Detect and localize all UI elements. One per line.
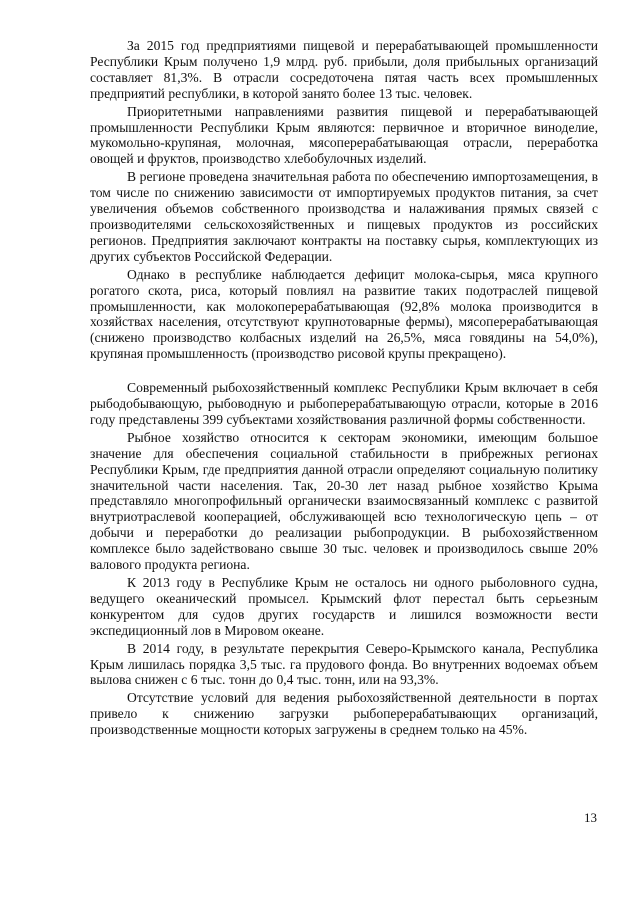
paragraph-food-industry-profit: За 2015 год предприятиями пищевой и перерабатывающей промышленности Республики Крым получено 1,9 млрд. руб. прибыли, доля прибыльных организаций составляет 81,3%. В отрасли сосредоточена пятая часть всех промышленных предприятий республики, в которой занято более 13 тыс. человек. — [90, 38, 598, 101]
paragraph-fishery-importance: Рыбное хозяйство относится к секторам экономики, имеющим большое значение для обеспечения социальной стабильности в прибрежных регионах Республики Крым, где предприятия данной отрасли определяют социальную политику значительной части населения. Так, 20-30 лет назад рыбное хозяйство Крыма представляло многопрофильный органически взаимосвязанный комплекс с развитой внутриотраслевой кооперацией, обслуживающей всю технологическую цепь – от добычи и переработки до реализации рыбопродукции. В рыбохозяйственном комплексе было задействовано свыше 30 тыс. человек и производилось свыше 20% валового продукта региона. — [90, 429, 598, 573]
page-number: 13 — [584, 810, 597, 825]
paragraph-import-substitution: В регионе проведена значительная работа по обеспечению импортозамещения, в том числе по снижению зависимости от импортируемых продуктов питания, за счет увеличения объемов собственного производства и налаживания прямых связей с производителями сельскохозяйственных и пищевых продуктов из российских регионов. Предприятия заключают контракты на поставку сырья, комплектующих из других субъектов Российской Федерации. — [90, 169, 598, 264]
paragraph-processing-load: Отсутствие условий для ведения рыбохозяйственной деятельности в портах привело к снижению загрузки рыбоперерабатывающих организаций, производственные мощности которых загружены в среднем только на 45%. — [90, 690, 598, 738]
document-body — [90, 38, 598, 738]
paragraph-raw-material-deficit: Однако в республике наблюдается дефицит молока-сырья, мяса крупного рогатого скота, риса, который повлиял на развитие таких подотраслей пищевой промышленности, как молокоперерабатывающая (92,8% молока производится в хозяйствах населения, отсутствуют крупнотоварные фермы), мясоперерабатывающая (снижено производство колбасных изделий на 26,5%, мяса говядины на 54,0%), крупяная промышленность (производство рисовой крупы прекращено). — [90, 266, 598, 362]
paragraph-fishery-complex: Современный рыбохозяйственный комплекс Республики Крым включает в себя рыбодобывающую, рыбоводную и рыбоперерабатывающую отрасли, которые в 2016 году представлены 399 субъектами хозяйствования различной формы собственности. — [90, 380, 598, 427]
paragraph-fishing-fleet: К 2013 году в Республике Крым не осталось ни одного рыболовного судна, ведущего океанический промысел. Крымский флот перестал быть серьезным конкурентом для судов других государств и лишился возможности вести экспедиционный лов в Мировом океане. — [90, 575, 598, 638]
paragraph-priority-directions: Приоритетными направлениями развития пищевой и перерабатывающей промышленности Республики Крым являются: первичное и вторичное виноделие, мукомольно-крупяная, молочная, мясоперерабатывающая отрасли, переработка овощей и фруктов, производство хлебобулочных изделий. — [90, 103, 598, 167]
paragraph-canal-closure: В 2014 году, в результате перекрытия Северо-Крымского канала, Республика Крым лишилась порядка 3,5 тыс. га прудового фонда. Во внутренних водоемах объем вылова снижен с 6 тыс. тонн до 0,4 тыс. тонн, или на 93,3%. — [90, 640, 598, 688]
